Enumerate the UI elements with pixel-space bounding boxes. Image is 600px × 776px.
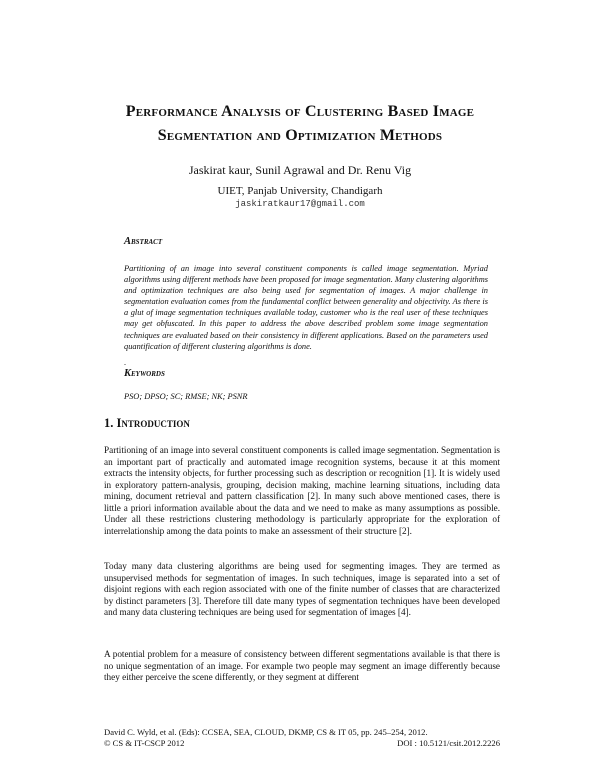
footer-citation: David C. Wyld, et al. (Eds): CCSEA, SEA, CLOUD, DKMP, CS & IT 05, pp. 245–254, 2012. [104, 727, 428, 737]
intro-paragraph-1: Partitioning of an image into several constituent components is called image segmentation. Segmentation is an important part of practically and automated image recognition systems, because it at this moment extracts the intensity objects, for further processing such as description or recognition [1]. It is widely used in exploratory pattern-analysis, grouping, decision making, machine learning situations, including data mining, document retrieval and pattern classification [2]. In many such above mentioned cases, there is little a priori information available about the data and we need to make as many assumptions as possible. Under all these restrictions clustering methodology is particularly appropriate for the exploration of interrelationship among the data points to make an assessment of their structure [2]. [104, 445, 500, 536]
intro-paragraph-3: A potential problem for a measure of consistency between different segmentations available is that there is no unique segmentation of an image. For example two people may segment an image differently because they either perceive the scene differently, or they segment at different [104, 649, 500, 683]
author-list: Jaskirat kaur, Sunil Agrawal and Dr. Renu Vig [188, 163, 412, 177]
abstract-heading: Abstract [124, 236, 163, 247]
keywords-heading: Keywords [124, 368, 165, 379]
keywords-text: PSO; DPSO; SC; RMSE; NK; PSNR [124, 392, 248, 401]
author-email: jaskiratkaur17@gmail.com [235, 199, 365, 209]
introduction-heading: 1. Introduction [104, 416, 190, 430]
title-line-1: Performance Analysis of Clustering Based Image [125, 103, 475, 120]
title-line-2: Segmentation and Optimization Methods [157, 127, 443, 144]
abstract-trailing-dot: . [124, 358, 126, 367]
page-footer [104, 727, 500, 748]
footer-row [104, 738, 500, 749]
affiliation: UIET, Panjab University, Chandigarh [217, 185, 383, 197]
abstract-text: Partitioning of an image into several constituent components is called image segmentation. Myriad algorithms using different methods have been proposed for image segmentation. Many clustering algorithms and optimization techniques are also being used for segmentation of images. A major challenge in segmentation evaluation comes from the fundamental conflict between generality and objectivity. As there is a glut of image segmentation techniques available today, customer who is the real user of these techniques may get obfuscated. In this paper to address the above described problem some image segmentation techniques are evaluated based on their consistency in different applications. Based on the parameters used quantification of different clustering algorithms is done. [124, 264, 488, 351]
footer-doi: DOI : 10.5121/csit.2012.2226 [397, 737, 500, 748]
footer-copyright: © CS & IT-CSCP 2012 [104, 737, 185, 748]
intro-paragraph-2: Today many data clustering algorithms are being used for segmenting images. They are termed as unsupervised methods for segmentation of images. In such techniques, image is separated into a set of disjoint regions with each region associated with one of the finite number of classes that are characterized by distinct parameters [3]. Therefore till date many types of segmentation techniques have been developed and many data clustering techniques are being used for segmentation of images [4]. [104, 561, 500, 618]
paper-title [60, 100, 540, 148]
